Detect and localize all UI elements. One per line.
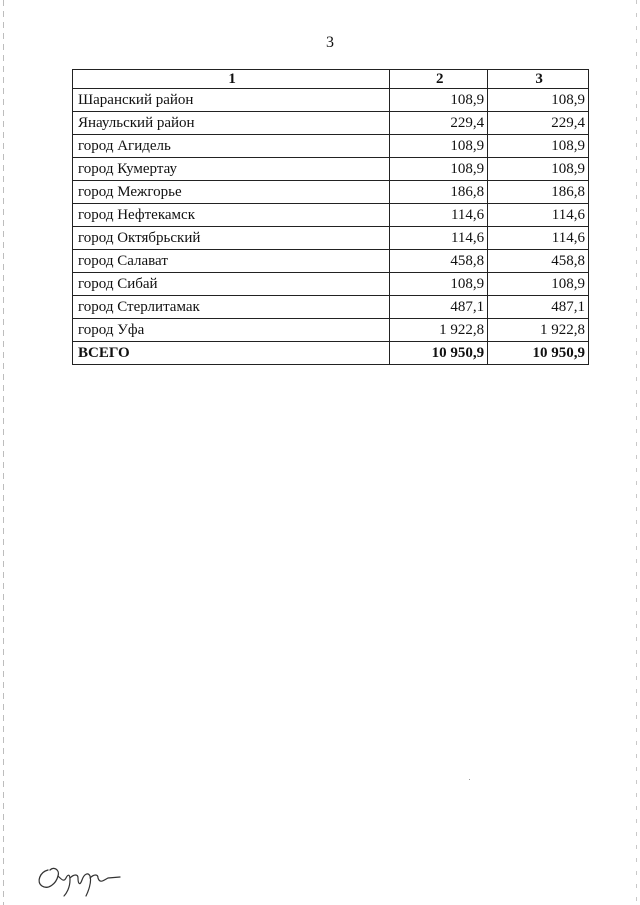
table-row: [73, 135, 589, 158]
row-value-col3: 114,6: [488, 204, 589, 227]
row-name: город Октябрьский: [73, 227, 390, 250]
total-value-col3: 10 950,9: [488, 342, 589, 365]
row-value-col3: 108,9: [488, 273, 589, 296]
scan-edge-right: [636, 0, 637, 905]
row-value-col2: 229,4: [390, 112, 488, 135]
row-value-col2: 108,9: [390, 273, 488, 296]
row-value-col2: 114,6: [390, 204, 488, 227]
row-value-col3: 186,8: [488, 181, 589, 204]
scan-speck: [469, 779, 470, 780]
row-value-col3: 108,9: [488, 89, 589, 112]
row-value-col3: 487,1: [488, 296, 589, 319]
row-name: город Уфа: [73, 319, 390, 342]
row-name: город Нефтекамск: [73, 204, 390, 227]
row-name: город Межгорье: [73, 181, 390, 204]
row-value-col3: 108,9: [488, 158, 589, 181]
table-row: [73, 319, 589, 342]
row-name: город Сибай: [73, 273, 390, 296]
table-row: [73, 181, 589, 204]
row-name: Янаульский район: [73, 112, 390, 135]
table-row: [73, 158, 589, 181]
row-value-col3: 229,4: [488, 112, 589, 135]
table-row: [73, 273, 589, 296]
row-name: город Агидель: [73, 135, 390, 158]
table-row: [73, 204, 589, 227]
row-name: город Стерлитамак: [73, 296, 390, 319]
row-value-col2: 186,8: [390, 181, 488, 204]
column-header: 2: [390, 70, 488, 89]
total-value-col2: 10 950,9: [390, 342, 488, 365]
scan-edge-left: [3, 0, 4, 905]
page-number: 3: [326, 34, 334, 51]
column-header: 1: [73, 70, 390, 89]
table-row: [73, 89, 589, 112]
handwritten-signature: [34, 856, 124, 898]
row-value-col3: 114,6: [488, 227, 589, 250]
table-total-row: [73, 342, 589, 365]
data-table: [72, 69, 589, 365]
row-value-col2: 1 922,8: [390, 319, 488, 342]
row-value-col3: 458,8: [488, 250, 589, 273]
table-row: [73, 296, 589, 319]
table-row: [73, 227, 589, 250]
row-value-col2: 108,9: [390, 158, 488, 181]
row-name: город Кумертау: [73, 158, 390, 181]
table-row: [73, 112, 589, 135]
row-value-col2: 108,9: [390, 89, 488, 112]
row-value-col3: 108,9: [488, 135, 589, 158]
row-value-col2: 458,8: [390, 250, 488, 273]
row-value-col2: 108,9: [390, 135, 488, 158]
row-value-col2: 487,1: [390, 296, 488, 319]
total-label: ВСЕГО: [73, 342, 390, 365]
table-header-row: [73, 70, 589, 89]
row-value-col2: 114,6: [390, 227, 488, 250]
row-value-col3: 1 922,8: [488, 319, 589, 342]
row-name: Шаранский район: [73, 89, 390, 112]
table-row: [73, 250, 589, 273]
row-name: город Салават: [73, 250, 390, 273]
column-header: 3: [488, 70, 589, 89]
